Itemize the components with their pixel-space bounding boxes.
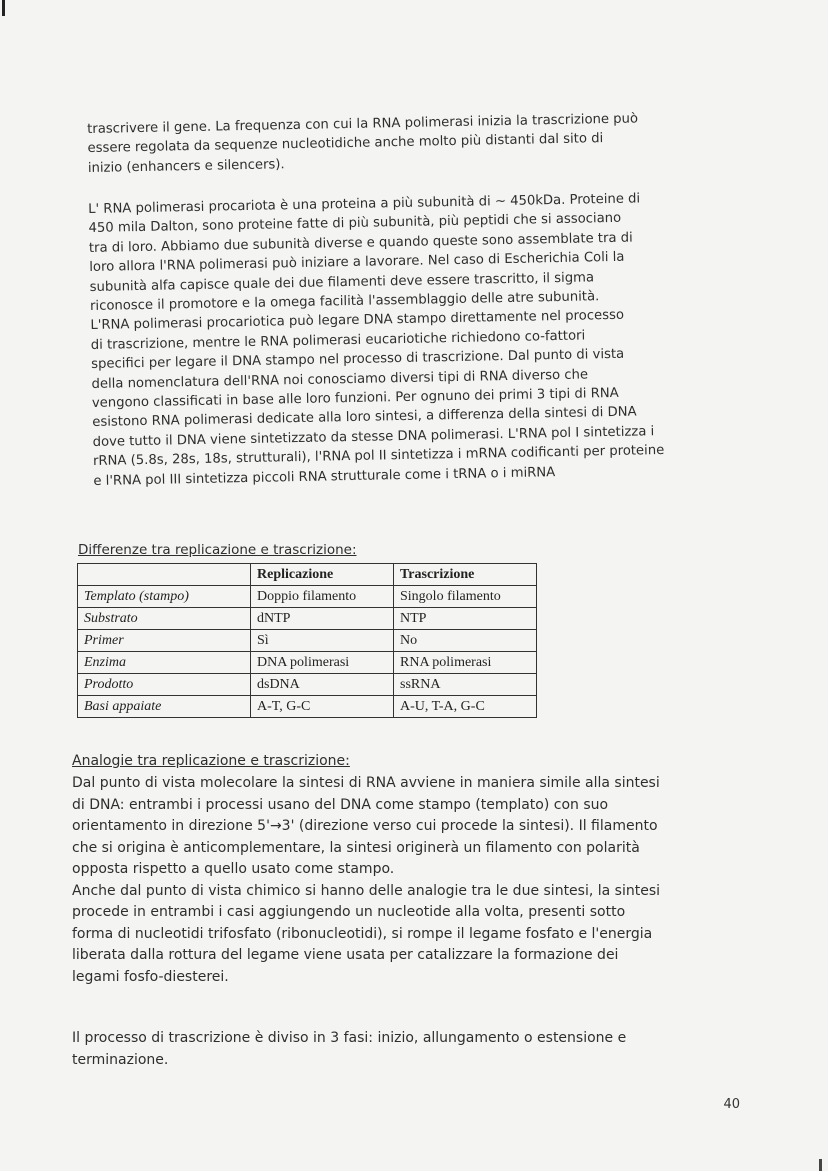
transcription-cell: NTP	[394, 608, 537, 630]
row-label: Prodotto	[78, 674, 251, 696]
paragraph-analogies: Dal punto di vista molecolare la sintesi di RNA avviene in maniera simile alla sintesi di DNA: entrambi i processi usano del DNA come stampo (templato) con suo orientamento in direzione 5'→3' (direzione verso cui procede la sintesi). Il filamento che si origina è anticomplementare, la sintesi originerà un filamento con polarità opposta rispetto a quello usato come stampo. Anche dal punto di vista chimico si hanno delle analogie tra le due sintesi, la sintesi procede in entrambi i casi aggiungendo un nucleotide alla volta, presenti sotto forma di nucleotidi trifosfato (ribonucleotidi), si rompe il legame fosfato e l'energia liberata dalla rottura del legame viene usata per catalizzare la formazione dei legami fosfo-diesterei.	[72, 775, 661, 985]
table-row	[78, 674, 537, 696]
heading-differences: Differenze tra replicazione e trascrizione:	[78, 542, 357, 558]
transcription-cell: No	[394, 630, 537, 652]
replication-cell: A-T, G-C	[251, 696, 394, 718]
table-header-cell: Replicazione	[251, 564, 394, 586]
paragraph-intro: trascrivere il gene. La frequenza con cui la RNA polimerasi inizia la trascrizione può essere regolata da sequenze nucleotidiche anche molto più distanti dal sito di inizio (enhancers e silencers).	[87, 111, 639, 176]
table-header-cell	[78, 564, 251, 586]
row-label: Basi appaiate	[78, 696, 251, 718]
transcription-cell: RNA polimerasi	[394, 652, 537, 674]
table-row	[78, 608, 537, 630]
comparison-table	[77, 563, 537, 718]
table-row	[78, 652, 537, 674]
transcription-cell: ssRNA	[394, 674, 537, 696]
replication-cell: Sì	[251, 630, 394, 652]
row-label: Primer	[78, 630, 251, 652]
table-header-row	[78, 564, 537, 586]
replication-cell: DNA polimerasi	[251, 652, 394, 674]
table-row	[78, 630, 537, 652]
replication-cell: dsDNA	[251, 674, 394, 696]
replication-cell: dNTP	[251, 608, 394, 630]
scan-edge-mark	[2, 0, 5, 16]
transcription-cell: A-U, T-A, G-C	[394, 696, 537, 718]
table-row	[78, 586, 537, 608]
paragraph-prokaryotic-polymerase: L' RNA polimerasi procariota è una proteina a più subunità di ~ 450kDa. Proteine di 450 mila Dalton, sono proteine fatte di più subunità, più peptidi che si associano tra di loro. Abbiamo due subunità diverse e quando queste sono assemblate tra di loro allora l'RNA polimerasi può iniziare a lavorare. Nel caso di Escherichia Coli la subunità alfa capisce quale dei due filamenti deve essere trascritto, il sigma riconosce il promotore e la omega facilità l'assemblaggio delle atre subunità. L'RNA polimerasi procariotica può legare DNA stampo direttamente nel processo di trascrizione, mentre le RNA polimerasi eucariotiche richiedono co-fattori specifici per legare il DNA stampo nel processo di trascrizione. Dal punto di vista della nomenclatura dell'RNA noi conosciamo diversi tipi di RNA diverso che vengono classificati in base alle loro funzioni. Per ognuno dei primi 3 tipi di RNA esistono RNA polimerasi dedicate alla loro sintesi, a differenza della sintesi di DNA dove tutto il DNA viene sintetizzato da stesse DNA polimerasi. L'RNA pol I sintetizza i rRNA (5.8s, 28s, 18s, strutturali), l'RNA pol II sintetizza i mRNA codificanti per proteine e l'RNA pol III sintetizza piccoli RNA strutturale come i tRNA o i miRNA	[88, 191, 665, 489]
table-row	[78, 696, 537, 718]
transcription-cell: Singolo filamento	[394, 586, 537, 608]
row-label: Templato (stampo)	[78, 586, 251, 608]
heading-analogies: Analogie tra replicazione e trascrizione:	[72, 753, 350, 769]
replication-cell: Doppio filamento	[251, 586, 394, 608]
row-label: Substrato	[78, 608, 251, 630]
scan-edge-mark-bottom	[819, 1159, 822, 1171]
row-label: Enzima	[78, 652, 251, 674]
page-number: 40	[723, 1097, 740, 1112]
table-header-cell: Trascrizione	[394, 564, 537, 586]
paragraph-phases: Il processo di trascrizione è diviso in 3 fasi: inizio, allungamento o estensione e terminazione.	[72, 1030, 627, 1068]
